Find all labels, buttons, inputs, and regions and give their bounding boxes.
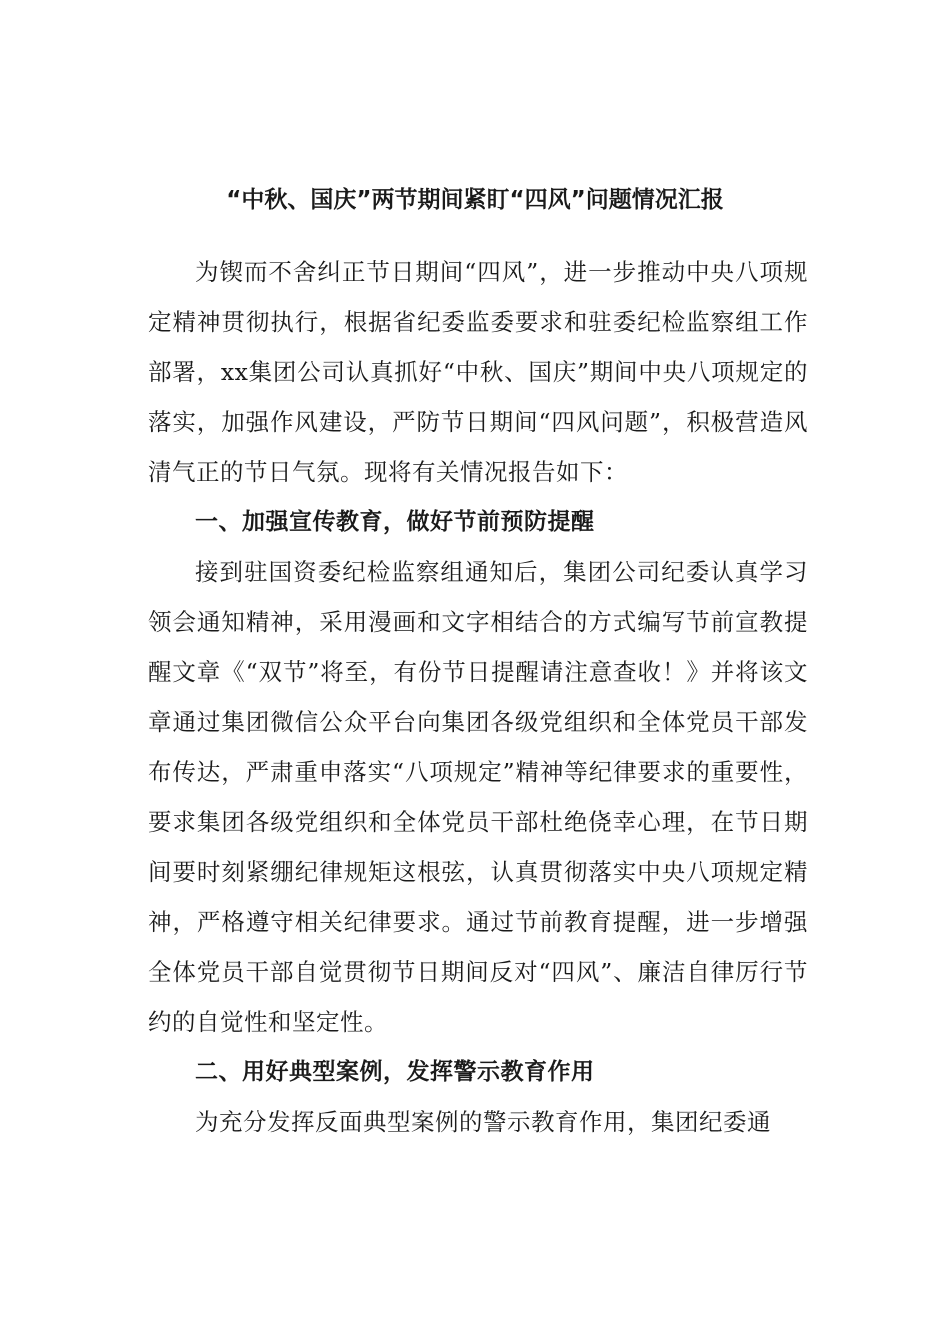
section-2-heading: 二、用好典型案例，发挥警示教育作用 [195, 1059, 595, 1085]
document-body [148, 247, 808, 1147]
section-1-heading: 一、加强宣传教育，做好节前预防提醒 [195, 509, 595, 535]
section-2-paragraph: 为充分发挥反面典型案例的警示教育作用，集团纪委通 [195, 1108, 771, 1136]
section-1-paragraph: 接到驻国资委纪检监察组通知后，集团公司纪委认真学习领会通知精神，采用漫画和文字相结合的方式编写节前宣教提醒文章《“双节”将至，有份节日提醒请注意查收！》并将该文章通过集团微信公众平台向集团各级党组织和全体党员干部发布传达，严肃重申落实“八项规定”精神等纪律要求的重要性，要求集团各级党组织和全体党员干部杜绝侥幸心理，在节日期间要时刻紧绷纪律规矩这根弦，认真贯彻落实中央八项规定精神，严格遵守相关纪律要求。通过节前教育提醒，进一步增强全体党员干部自觉贯彻节日期间反对“四风”、廉洁自律厉行节约的自觉性和坚定性。 [148, 558, 808, 1036]
intro-paragraph: 为锲而不舍纠正节日期间“四风”，进一步推动中央八项规定精神贯彻执行，根据省纪委监委要求和驻委纪检监察组工作部署，xx集团公司认真抓好“中秋、国庆”期间中央八项规定的落实，加强作风建设，严防节日期间“四风问题”，积极营造风清气正的节日气氛。现将有关情况报告如下： [148, 258, 808, 486]
document-title: “中秋、国庆”两节期间紧盯“四风”问题情况汇报 [226, 187, 724, 213]
